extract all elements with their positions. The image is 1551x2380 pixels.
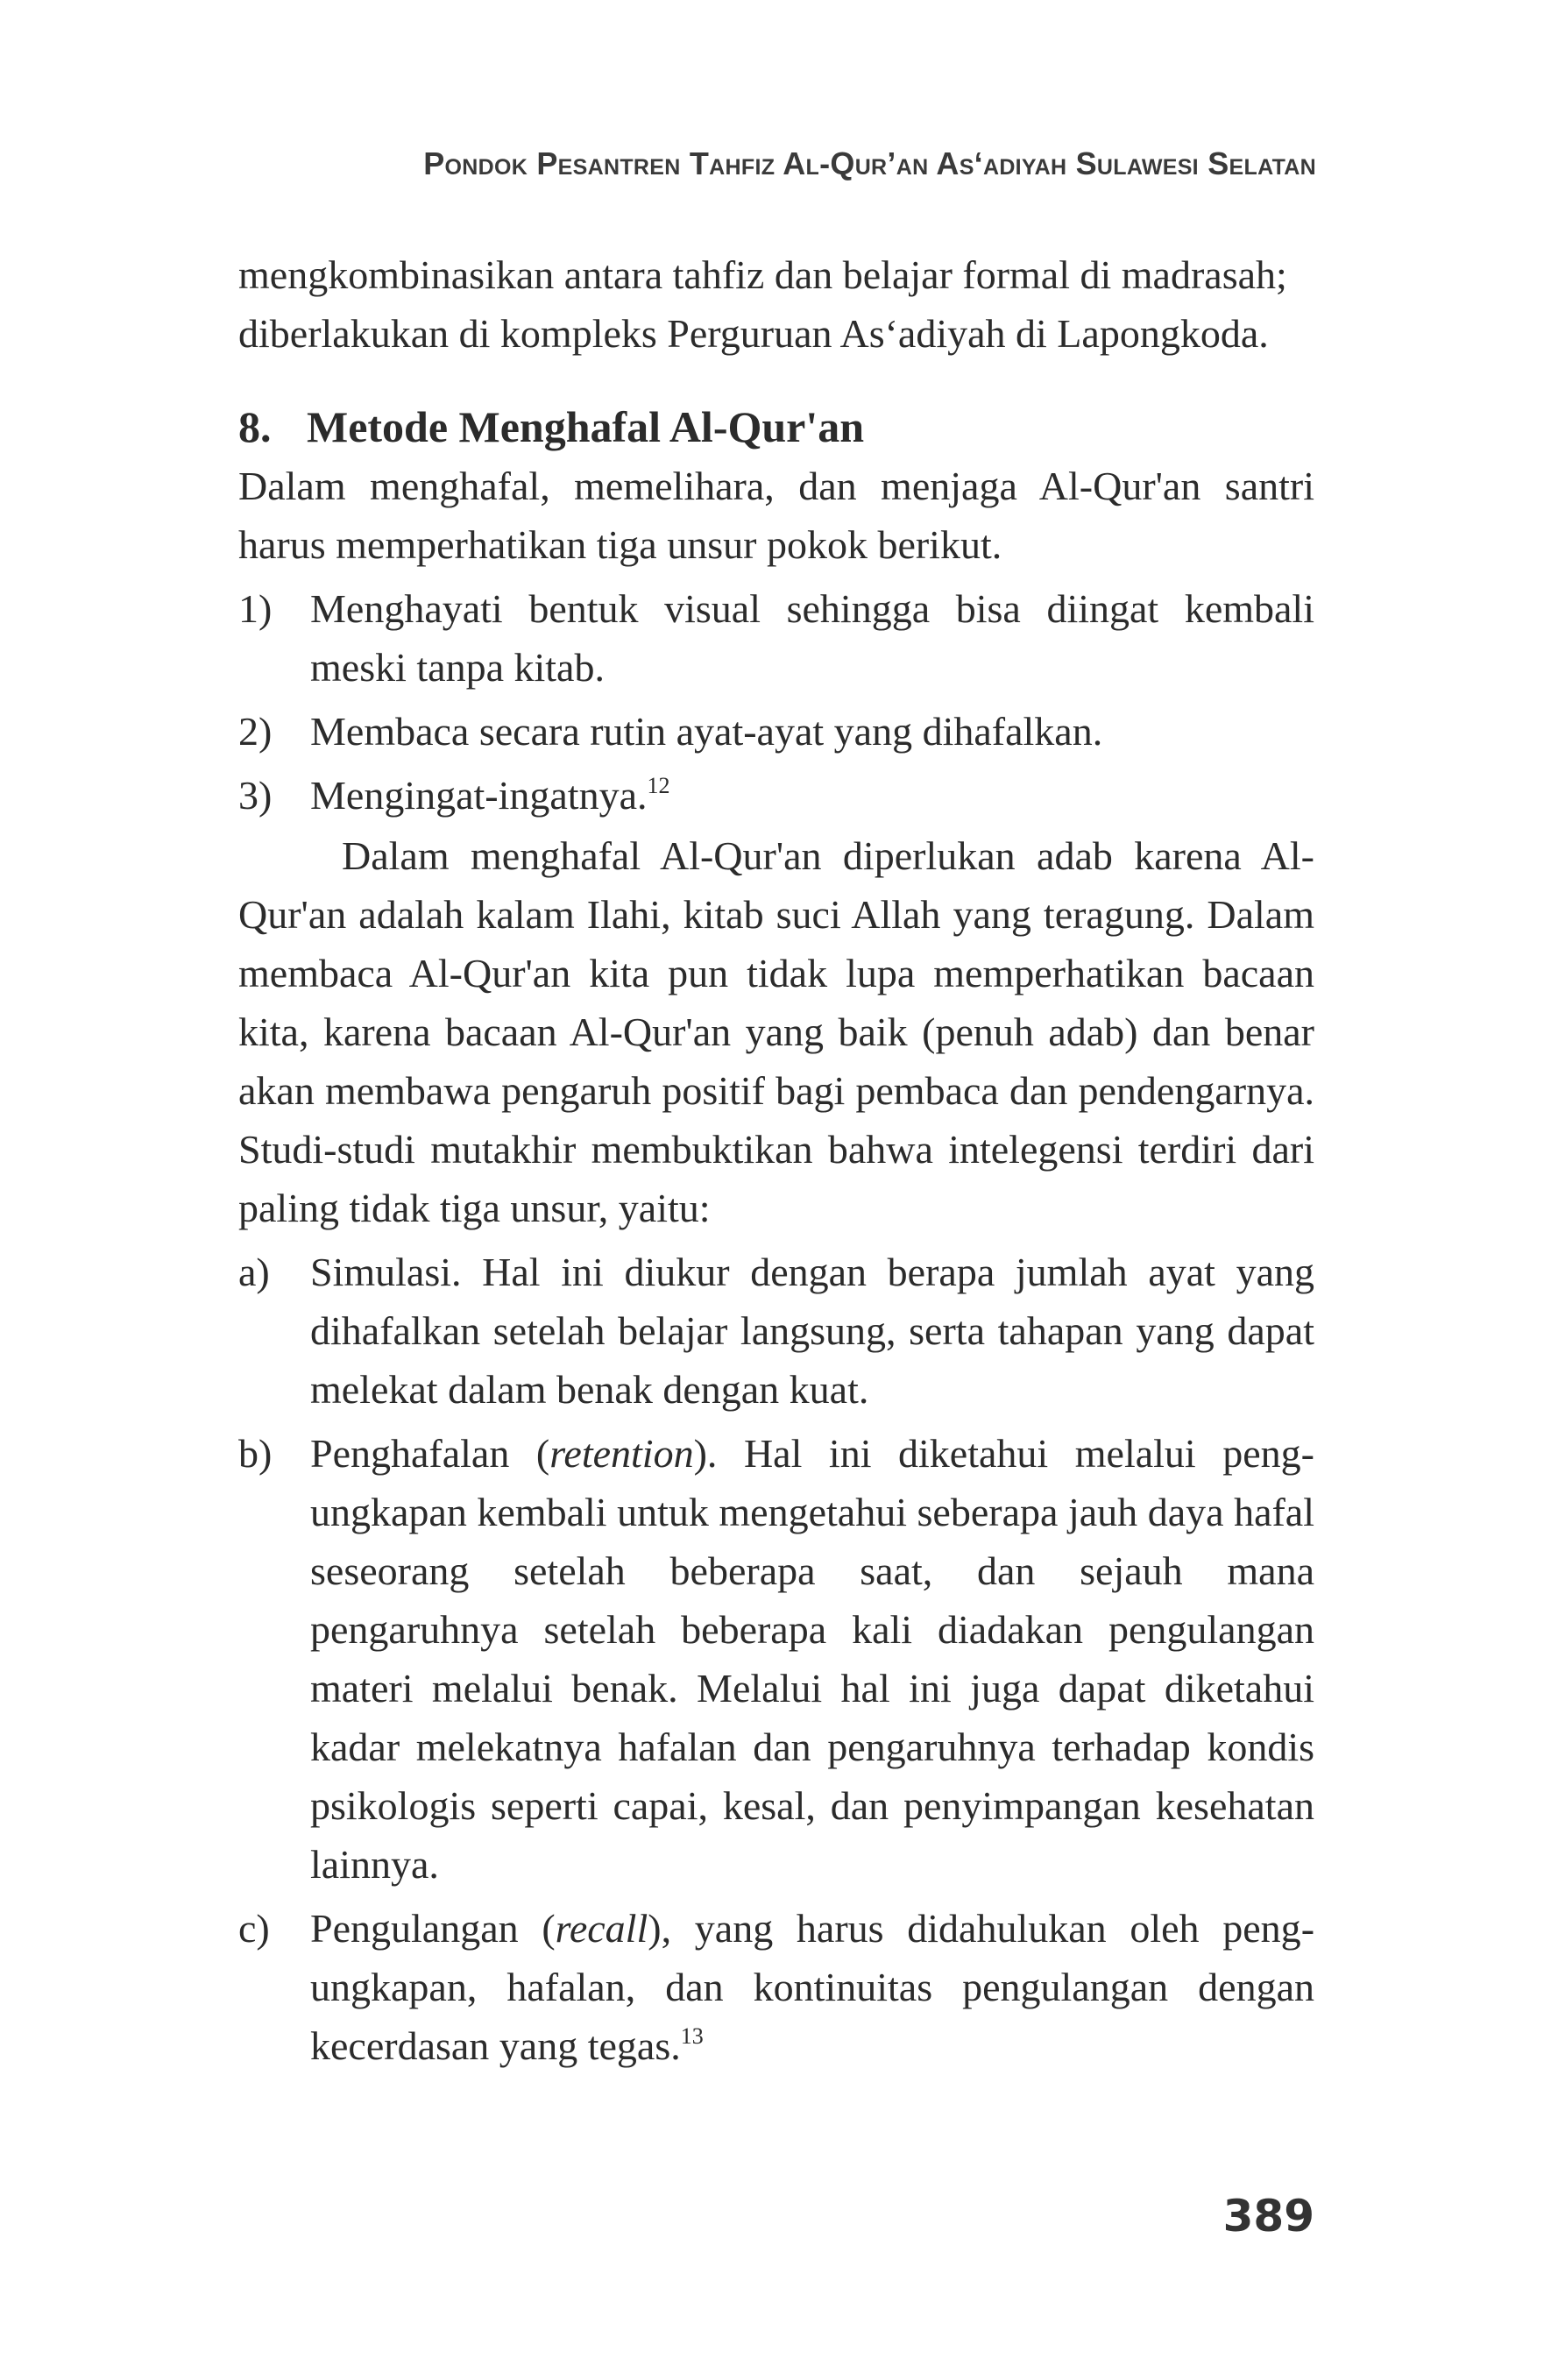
section-heading <box>238 398 1314 457</box>
list-item-text: Membaca secara rutin ayat-ayat yang dihafalkan. <box>310 709 1103 754</box>
list-item-text: Menghayati bentuk visual sehingga bisa diingat kembali meski tanpa kitab. <box>310 586 1314 690</box>
list-item <box>238 579 1314 697</box>
list-item-text: Simulasi. Hal ini diukur dengan berapa jumlah ayat yang dihafalkan setelah belajar langsung, serta tahapan yang dapat melekat dalam benak dengan kuat. <box>310 1250 1314 1412</box>
list-marker: b) <box>238 1431 273 1476</box>
list-item <box>238 766 1314 825</box>
list-marker: c) <box>238 1906 270 1951</box>
list-item-content <box>310 1424 1314 1894</box>
list-text-before: Pengulangan ( <box>310 1906 556 1951</box>
list-marker: 2) <box>238 709 273 754</box>
italic-term: recall <box>555 1906 648 1951</box>
list-marker: 1) <box>238 586 273 631</box>
list-text-after: ), yang harus didahulukan oleh pengungkapan, hafalan, dan kontinuitas pengulangan dengan kecerdasan yang tegas. <box>310 1906 1315 2068</box>
lead-paragraph: Dalam menghafal, memelihara, dan menjaga Al-Qur'an santri harus memperhatikan tiga unsur pokok berikut. <box>238 464 1314 567</box>
section-title: Metode Menghafal Al-Qur'an <box>307 402 865 451</box>
body-text <box>238 245 1314 2075</box>
body-paragraph: Dalam menghafal Al-Qur'an diperlukan adab karena Al-Qur'an adalah kalam Ilahi, kitab suci Allah yang teragung. Dalam membaca Al-Qur'an kita pun tidak lupa memperhatikan bacaan kita, karena bacaan Al-Qur'an yang baik (penuh adab) dan benar akan membawa pengaruh positif bagi pembaca dan pendengarnya. Studi-studi mutakhir membuktikan bahwa intelegensi terdiri dari paling tidak tiga unsur, yaitu: <box>238 833 1314 1230</box>
running-header: Pondok Pesantren Tahfiz Al-Qur’an As‘adiyah Sulawesi Selatan <box>423 145 1316 181</box>
list-item-text: Mengingat-ingatnya. <box>310 773 648 818</box>
list-item <box>238 1243 1314 1419</box>
section-number: 8. <box>238 402 272 451</box>
list-item-content <box>310 1899 1314 2075</box>
list-marker: 3) <box>238 773 273 818</box>
footnote-ref-12: 12 <box>647 773 670 798</box>
intro-paragraph <box>238 245 1314 363</box>
list-item-content <box>310 766 1314 825</box>
list-item <box>238 1899 1314 2075</box>
list-text-before: Penghafalan ( <box>310 1431 550 1476</box>
list-text-after: ). Hal ini diketahui melalui pengungkapan kembali untuk mengetahui seberapa jauh daya hafal seseorang setelah beberapa saat, dan sejauh mana pengaruhnya setelah beberapa kali diadakan pengulangan materi melalui benak. Melalui hal ini juga dapat diketahui kadar melekatnya hafalan dan pengaruhnya terhadap kondis psikologis seperti capai, kesal, dan penyimpangan kesehatan lainnya. <box>310 1431 1314 1887</box>
intro-line-1: mengkombinasikan antara tahfiz dan belajar formal di madrasah; <box>238 252 1287 297</box>
footnote-ref-13: 13 <box>680 2023 704 2049</box>
italic-term: retention <box>549 1431 694 1476</box>
list-marker: a) <box>238 1250 270 1294</box>
list-item <box>238 702 1314 761</box>
page-number: 389 <box>1222 2191 1314 2242</box>
intro-line-2: diberlakukan di kompleks Perguruan As‘adiyah di Lapongkoda. <box>238 311 1269 356</box>
list-item <box>238 1424 1314 1894</box>
